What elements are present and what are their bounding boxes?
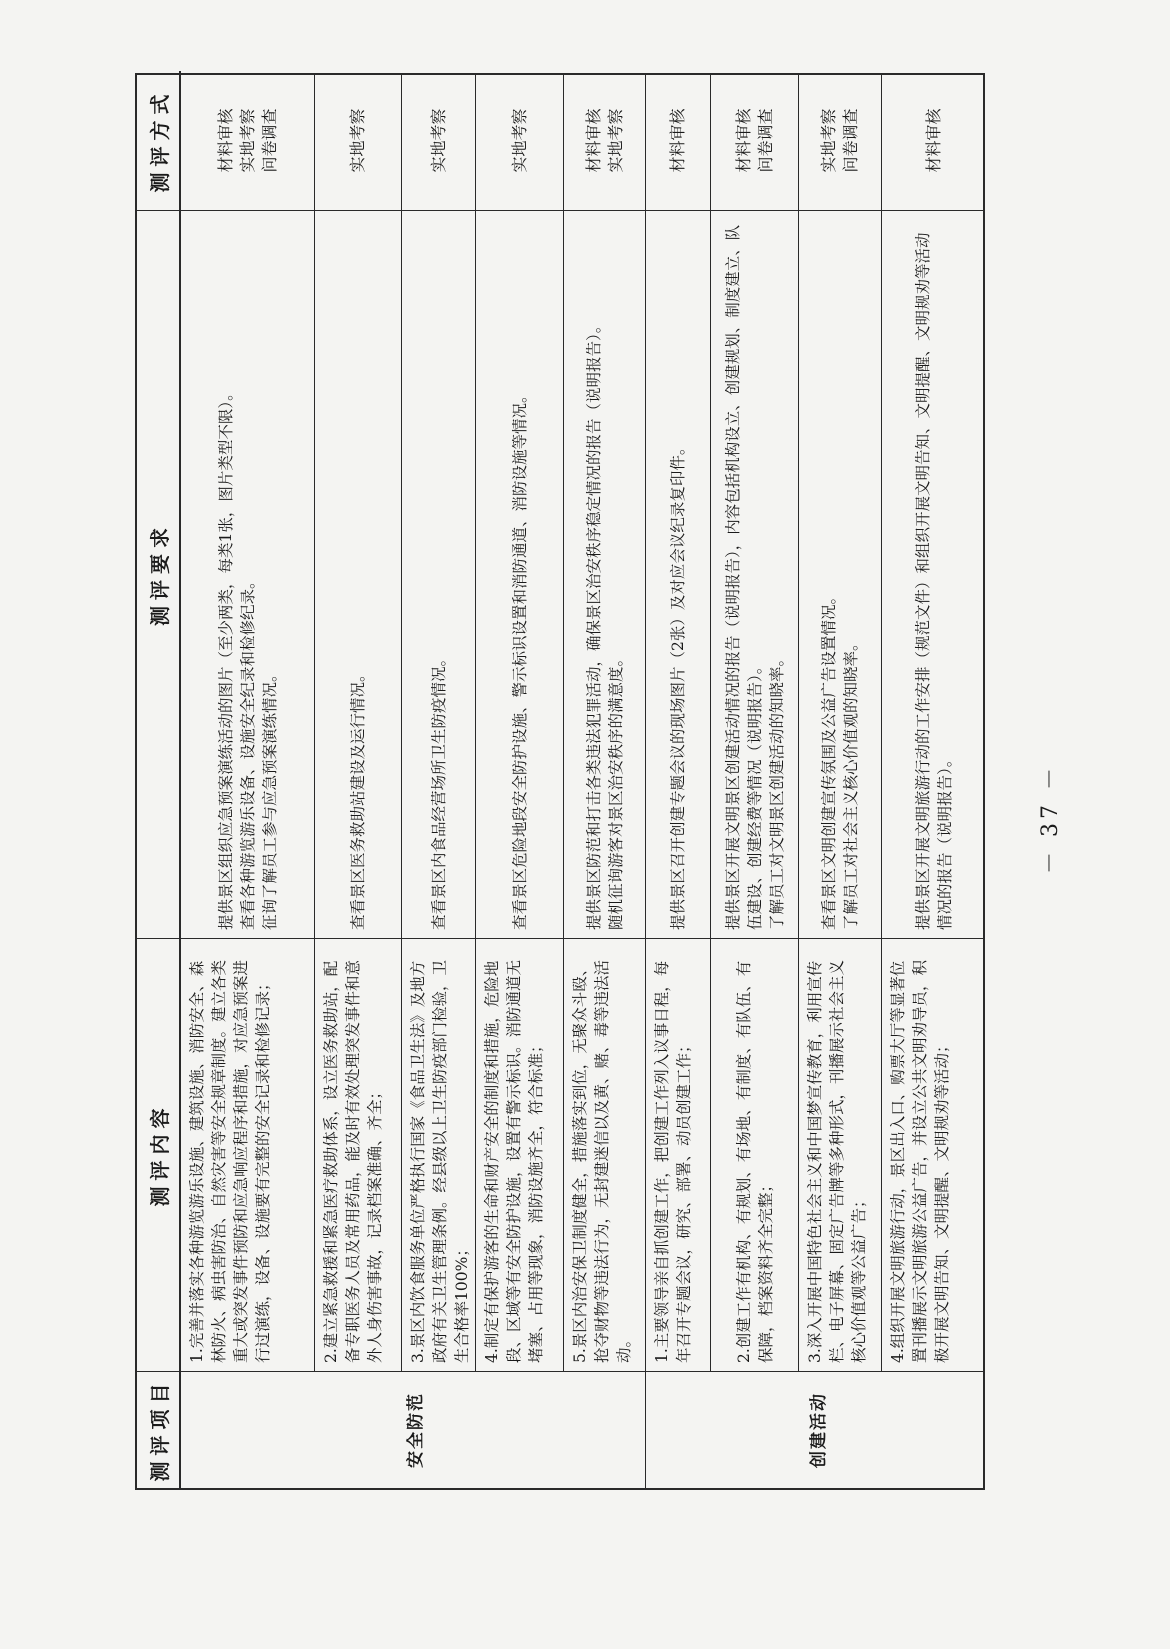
method-cell: 材料审核 实地考察 问卷调查 xyxy=(215,108,279,173)
page-number: － 37 － xyxy=(1038,764,1063,874)
requirement-cell: 查看景区内食品经营场所卫生防疫情况。 xyxy=(429,650,448,930)
content-cell: 3.深入开展中国特色社会主义和中国梦宣传教育，利用宣传栏、电子屏幕、固定广告牌等多种形式，刊播展示社会主义核心价值观等公益广告； xyxy=(806,959,868,1363)
content-cell: 5.景区内治安保卫制度健全，措施落实到位，无聚众斗殴、抢夺财物等违法行为，无封建迷信以及黄、赌、毒等违法活动。 xyxy=(571,959,633,1363)
header-item: 测评项目 xyxy=(137,1371,181,1488)
content-cell: 2.建立紧急救援和紧急医疗救助体系，设立医务救助站，配备专职医务人员及常用药品，能及时有效处理突发事件和意外人身伤害事故，记录档案准确、齐全； xyxy=(322,959,384,1363)
requirement-cell: 查看景区文明创建宣传氛围及公益广告设置情况。 了解员工对社会主义核心价值观的知晓率。 xyxy=(820,588,860,930)
requirement-cell: 提供景区开展文明景区创建活动情况的报告（说明报告），内容包括机构设立、创建规划、制度建立、队伍建设、创建经费等情况（说明报告）。 了解员工对文明景区创建活动的知晓率。 xyxy=(723,224,786,930)
requirement-cell: 提供景区防范和打击各类违法犯罪活动，确保景区治安秩序稳定情况的报告（说明报告）。 随机征询游客对景区治安秩序的满意度。 xyxy=(584,317,625,930)
header-content: 测评内容 xyxy=(137,938,181,1371)
requirement-cell: 查看景区医务救助站建设及运行情况。 xyxy=(349,666,367,930)
method-cell: 材料审核 xyxy=(923,108,943,173)
method-cell: 实地考察 xyxy=(348,108,367,173)
header-requirement: 测评要求 xyxy=(137,210,181,938)
content-cell: 4.组织开展文明旅游行动，景区出入口、购票大厅等显著位置刊播展示文明旅游公益广告，并设立公共文明劝导员，积极开展文明告知、文明提醒、文明规劝等活动； xyxy=(889,959,951,1363)
requirement-cell: 提供景区组织应急预案演练活动的图片（至少两类，每类1张，图片类型不限）。 查看各种游览游乐设备、设施安全纪录和检修纪录。 征询了解员工参与应急预案演练情况。 xyxy=(216,385,279,930)
method-cell: 实地考察 问卷调查 xyxy=(819,108,860,173)
evaluation-table xyxy=(135,73,985,1490)
method-cell: 实地考察 xyxy=(509,108,529,173)
category-cell: 安全防范 xyxy=(405,1392,426,1468)
content-cell: 1.完善并落实各种游览游乐设施、建筑设施、消防安全、森林防火、病虫害防治、自然灾害等安全规章制度。建立各类重大或突发事件预防和应急响应程序和措施，对应急预案进行过演练，设备、设施要有完整的安全记录和检修记录； xyxy=(188,959,272,1363)
method-cell: 实地考察 xyxy=(428,108,448,173)
category-cell: 创建活动 xyxy=(808,1392,829,1468)
requirement-cell: 提供景区召开创建专题会议的现场图片（2张）及对应会议纪录复印件。 xyxy=(669,439,687,930)
content-cell: 4.制定有保护游客的生命和财产安全的制度和措施，危险地段、区域等有安全防护设施，设置有警示标识。消防通道无堵塞、占用等现象，消防设施齐全，符合标准； xyxy=(483,959,545,1363)
content-cell: 2.创建工作有机构、有规划、有场地、有制度、有队伍、有保障，档案资料齐全完整； xyxy=(734,960,775,1363)
content-cell: 3.景区内饮食服务单位严格执行国家《食品卫生法》及地方政府有关卫生管理条例。经县级以上卫生防疫部门检验，卫生合格率100%； xyxy=(409,959,471,1363)
content-cell: 1.主要领导亲自抓创建工作，把创建工作列入议事日程，每年召开专题会议，研究、部署、动员创建工作； xyxy=(653,960,693,1363)
header-method: 测评方式 xyxy=(137,71,181,210)
requirement-cell: 查看景区危险地段安全防护设施、警示标识设置和消防通道、消防设施等情况。 xyxy=(510,387,529,930)
requirement-cell: 提供景区开展文明旅游行动的工作安排（规范文件）和组织开展文明告知、文明提醒、文明规劝等活动情况的报告（说明报告）。 xyxy=(913,232,954,930)
method-cell: 材料审核 问卷调查 xyxy=(733,108,775,173)
method-cell: 材料审核 xyxy=(668,108,687,173)
method-cell: 材料审核 实地考察 xyxy=(583,108,625,173)
